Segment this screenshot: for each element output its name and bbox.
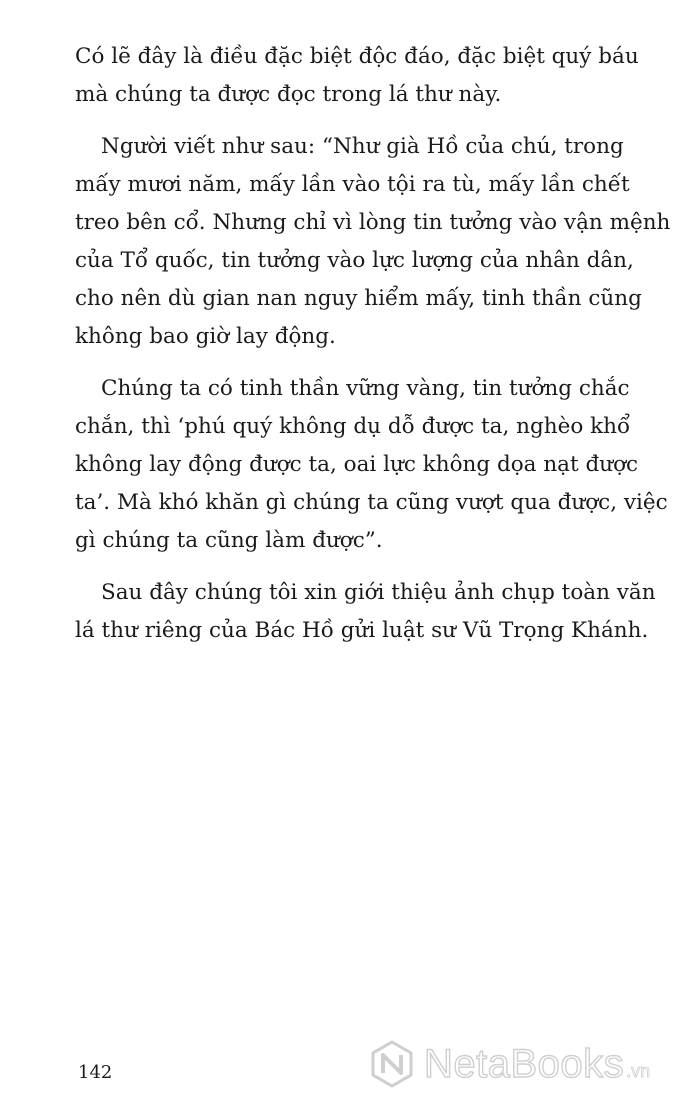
text-line: chắn, thì ‘phú quý không dụ dỗ được ta, nghèo khổ [75,414,631,439]
page-body [75,38,671,664]
text-line: cho nên dù gian nan nguy hiểm mấy, tinh thần cũng [75,286,642,311]
text-line: Chúng ta có tinh thần vững vàng, tin tưởng chắc [101,376,630,401]
text-line: của Tổ quốc, tin tưởng vào lực lượng của nhân dân, [75,248,634,273]
watermark-text: NetaBooks [424,1041,625,1086]
paragraph-1 [75,38,639,114]
text-line: Người viết như sau: “Như già Hồ của chú, trong [101,134,624,159]
paragraph-3 [75,370,668,560]
text-line: Có lẽ đây là điều đặc biệt độc đáo, đặc biệt quý báu [75,44,639,69]
text-line: gì chúng ta cũng làm được”. [75,528,383,553]
watermark [368,1040,650,1088]
text-line: mà chúng ta được đọc trong lá thư này. [75,82,502,107]
text-line: mấy mươi năm, mấy lần vào tội ra tù, mấy lần chết [75,172,630,197]
text-line: ta’. Mà khó khăn gì chúng ta cũng vượt qua được, việc [75,490,668,515]
text-line: treo bên cổ. Nhưng chỉ vì lòng tin tưởng vào vận mệnh [75,210,671,235]
text-line: không lay động được ta, oai lực không dọa nạt được [75,452,639,477]
paragraph-4 [75,574,656,650]
paragraph-2 [75,128,671,356]
text-line: Sau đây chúng tôi xin giới thiệu ảnh chụp toàn văn [101,580,656,605]
text-line: lá thư riêng của Bác Hồ gửi luật sư Vũ Trọng Khánh. [75,618,649,643]
watermark-suffix: .vn [626,1061,651,1081]
text-line: không bao giờ lay động. [75,324,336,349]
netabooks-logo-icon [368,1040,416,1088]
page-number: 142 [78,1062,113,1083]
